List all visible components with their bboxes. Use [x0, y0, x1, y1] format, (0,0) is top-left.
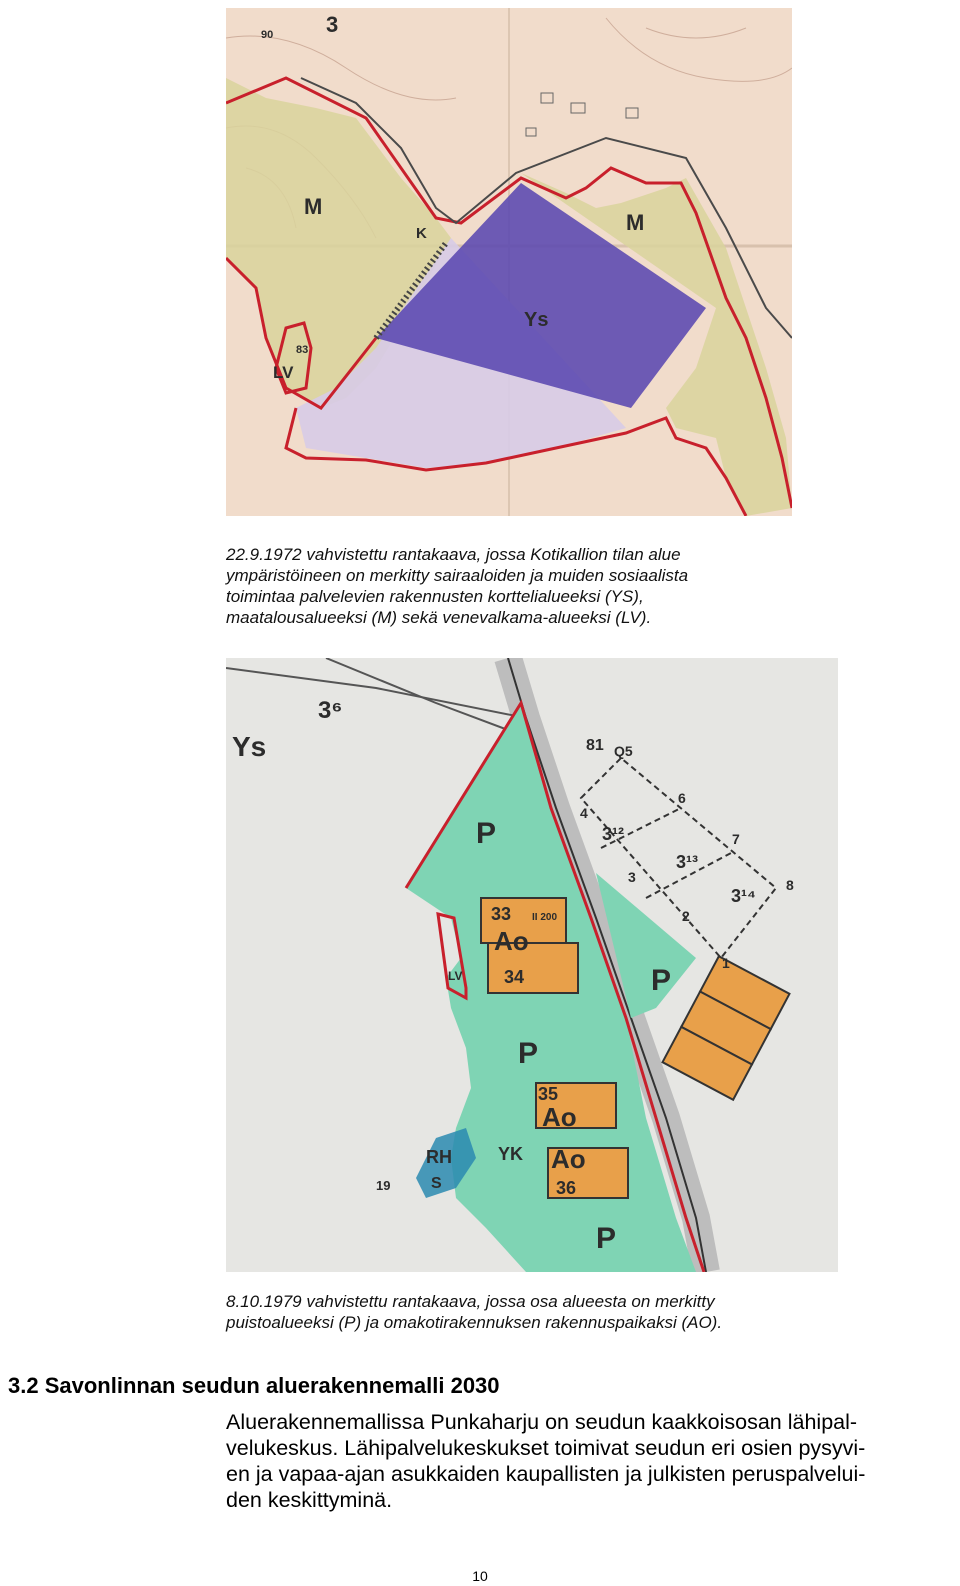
caption-line: ympäristöineen on merkitty sairaaloiden ja muiden sosiaalista: [226, 566, 689, 585]
label-ys: Ys: [232, 731, 267, 762]
label-area-200: II 200: [532, 912, 558, 923]
label-p1: P: [476, 817, 497, 850]
label-3: 3: [628, 869, 636, 885]
label-36: 3⁶: [318, 697, 343, 724]
right-plots: [663, 956, 790, 1100]
map-1979-graphic: [226, 658, 838, 1272]
road-diagonal: [326, 658, 516, 733]
label-2: 2: [682, 908, 690, 924]
label-6: 6: [678, 790, 686, 806]
caption-line: maatalousalueeksi (M) sekä venevalkama-alueeksi (LV).: [226, 608, 652, 627]
label-lot-314: 3¹⁴: [731, 886, 756, 906]
label-lot-36: 36: [556, 1178, 577, 1198]
label-ys: Ys: [524, 309, 549, 331]
label-m-right: M: [626, 210, 645, 235]
map-1972-graphic: [226, 8, 792, 516]
body-line: en ja vapaa-ajan asukkaiden kaupallisten ja julkisten peruspalvelui-: [226, 1462, 866, 1486]
label-ao-2: Ao: [542, 1102, 577, 1132]
road-top: [226, 668, 526, 718]
label-ao-3: Ao: [551, 1144, 586, 1174]
label-p4: P: [596, 1222, 617, 1255]
caption-line: 8.10.1979 vahvistettu rantakaava, jossa osa alueesta on merkitty: [226, 1292, 715, 1311]
caption-line: toimintaa palvelevien rakennusten korttelialueeksi (YS),: [226, 587, 644, 606]
label-m-left: M: [304, 194, 323, 219]
label-p3: P: [518, 1037, 539, 1070]
label-q5: Q5: [614, 743, 633, 759]
map-1979-shore-plan: [226, 658, 838, 1272]
label-90: 90: [261, 29, 274, 41]
label-rh: RH: [426, 1147, 452, 1167]
label-ao-1: Ao: [494, 926, 529, 956]
label-lv: LV: [273, 363, 294, 382]
label-lot-312: 3¹²: [602, 824, 624, 844]
label-3: 3: [326, 12, 339, 37]
figure-2-caption: [226, 1291, 866, 1333]
figure-1-caption: [226, 544, 826, 628]
label-lv: LV: [448, 969, 463, 983]
label-lot-33: 33: [491, 904, 512, 924]
body-line: Aluerakennemallissa Punkaharju on seudun kaakkoisosan lähipal-: [226, 1410, 858, 1434]
caption-line: 22.9.1972 vahvistettu rantakaava, jossa Kotikallion tilan alue: [226, 545, 681, 564]
label-19: 19: [376, 1178, 391, 1193]
label-1: 1: [722, 955, 730, 971]
building-outlines: [526, 93, 638, 136]
label-8: 8: [786, 877, 794, 893]
label-4: 4: [580, 805, 588, 821]
label-yk: YK: [498, 1144, 524, 1164]
map-1972-shore-plan: [226, 8, 792, 516]
label-81: 81: [586, 737, 604, 754]
label-s: S: [431, 1175, 442, 1192]
label-83: 83: [296, 344, 309, 356]
page-number: 10: [472, 1568, 488, 1584]
section-body: [226, 1409, 960, 1513]
label-lot-34: 34: [504, 967, 525, 987]
label-7: 7: [732, 831, 740, 847]
caption-line: puistoalueeksi (P) ja omakotirakennuksen rakennuspaikaksi (AO).: [226, 1313, 723, 1332]
body-line: velukeskus. Lähipalvelukeskukset toimivat seudun eri osien pysyvi-: [226, 1436, 866, 1460]
body-line: den keskittyminä.: [226, 1488, 393, 1512]
section-heading: 3.2 Savonlinnan seudun aluerakennemalli 2030: [8, 1373, 500, 1398]
label-lot-35: 35: [538, 1084, 559, 1104]
label-k: K: [416, 225, 427, 242]
label-p2: P: [651, 964, 672, 997]
lot-dividers: [601, 808, 731, 898]
label-lot-313: 3¹³: [676, 852, 698, 872]
